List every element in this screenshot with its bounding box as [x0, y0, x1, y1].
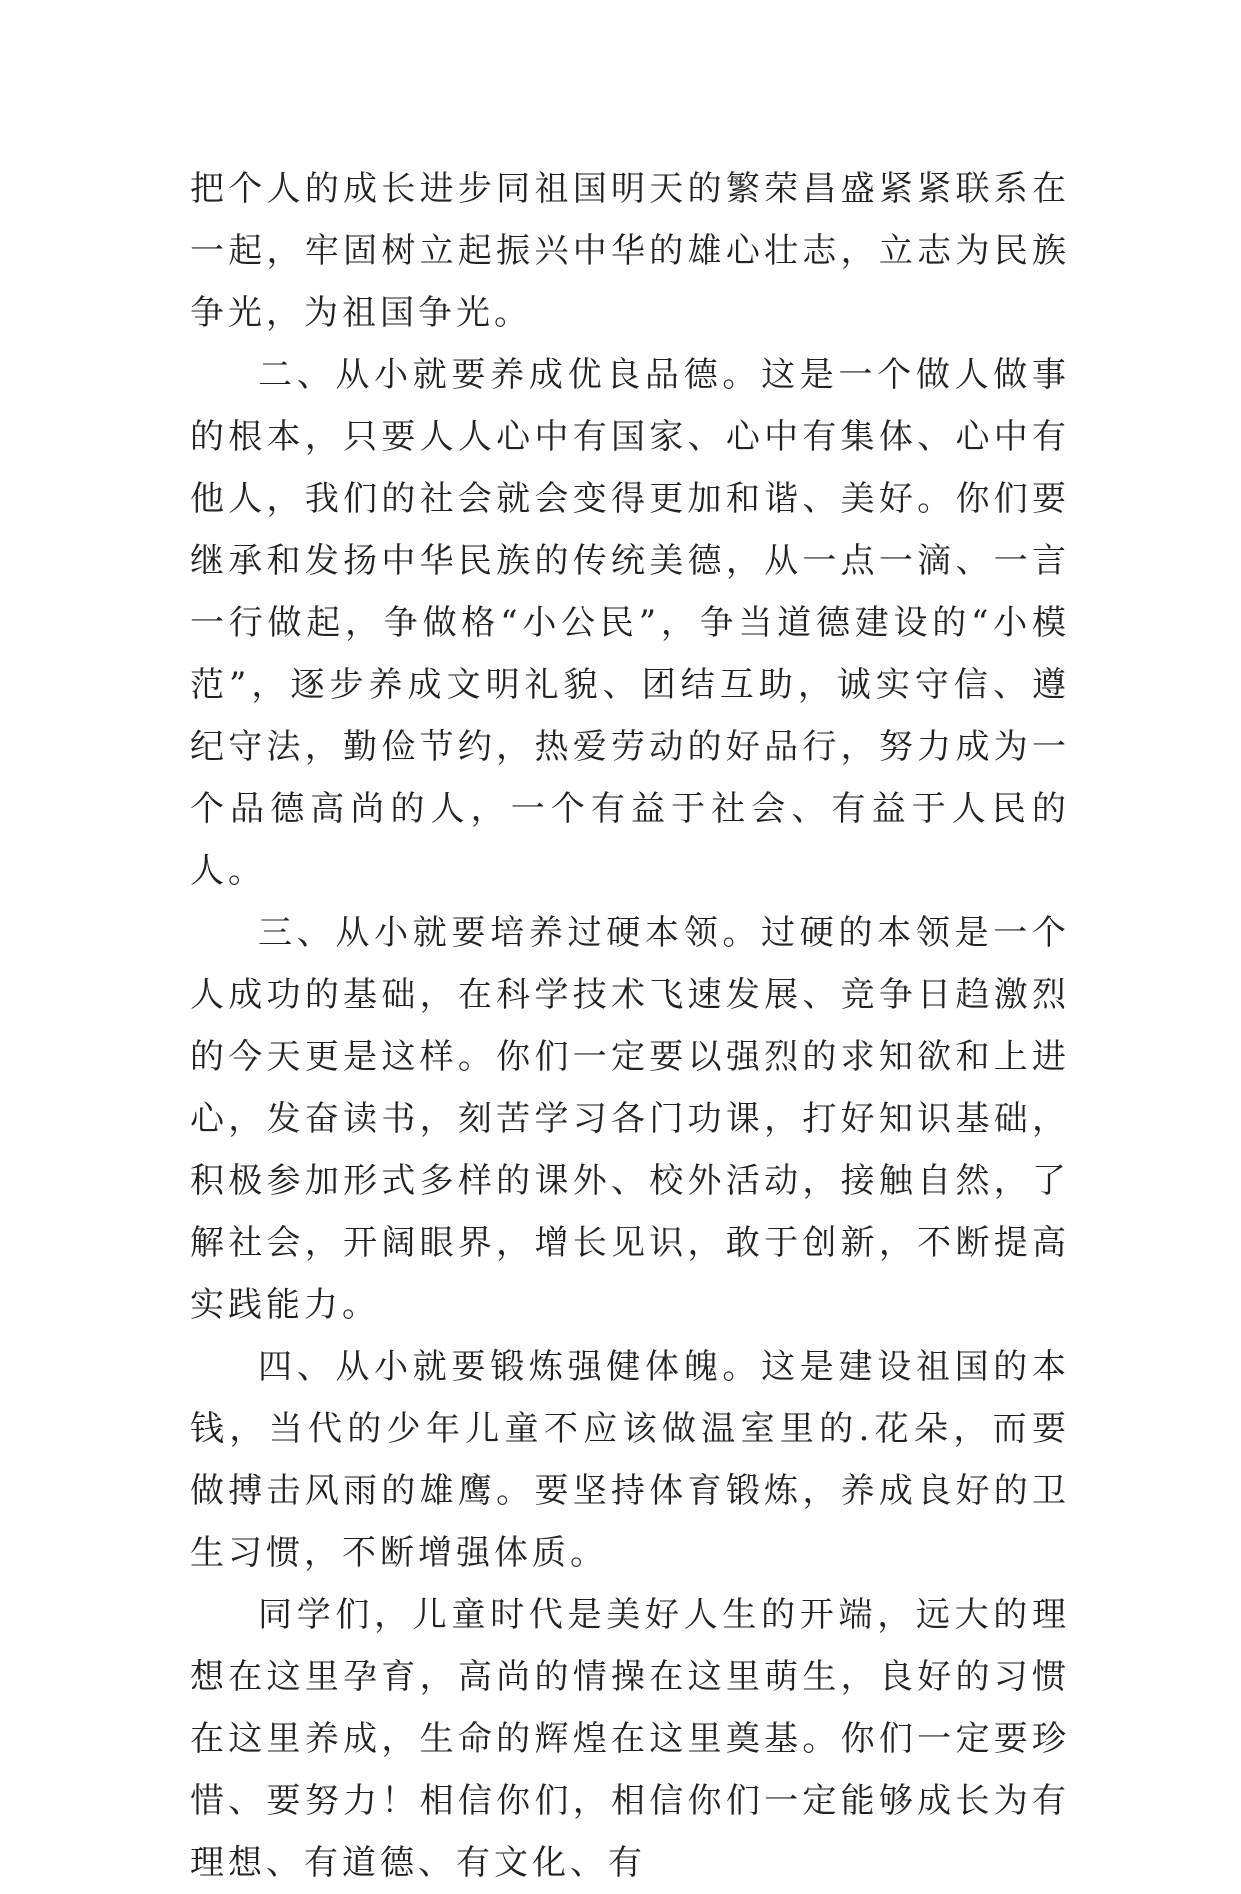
paragraph-virtue: 二、从小就要养成优良品德。这是一个做人做事的根本，只要人人心中有国家、心中有集体、心中有他人，我们的社会就会变得更加和谐、美好。你们要继承和发扬中华民族的传统美德，从一点一滴、一言一行做起，争做格“小公民”，争当道德建设的“小模范”，逐步养成文明礼貌、团结互助，诚实守信、遵纪守法，勤俭节约，热爱劳动的好品行，努力成为一个品德高尚的人，一个有益于社会、有益于人民的人。: [190, 355, 1070, 891]
paragraph-health: 四、从小就要锻炼强健体魄。这是建设祖国的本钱，当代的少年儿童不应该做温室里的.花朵，而要做搏击风雨的雄鹰。要坚持体育锻炼，养成良好的卫生习惯，不断增强体质。: [190, 1347, 1070, 1573]
paragraph-skills: 三、从小就要培养过硬本领。过硬的本领是一个人成功的基础，在科学技术飞速发展、竞争日趋激烈的今天更是这样。你们一定要以强烈的求知欲和上进心，发奋读书，刻苦学习各门功课，打好知识基础，积极参加形式多样的课外、校外活动，接触自然，了解社会，开阔眼界，增长见识，敢于创新，不断提高实践能力。: [190, 913, 1070, 1325]
paragraph-closing: 同学们，儿童时代是美好人生的开端，远大的理想在这里孕育，高尚的情操在这里萌生，良好的习惯在这里养成，生命的辉煌在这里奠基。你们一定要珍惜、要努力！相信你们，相信你们一定能够成长为有理想、有道德、有文化、有: [190, 1595, 1070, 1883]
document-body: [190, 158, 1070, 1894]
paragraph-continuation: 把个人的成长进步同祖国明天的繁荣昌盛紧紧联系在一起，牢固树立起振兴中华的雄心壮志，立志为民族争光，为祖国争光。: [190, 169, 1070, 333]
